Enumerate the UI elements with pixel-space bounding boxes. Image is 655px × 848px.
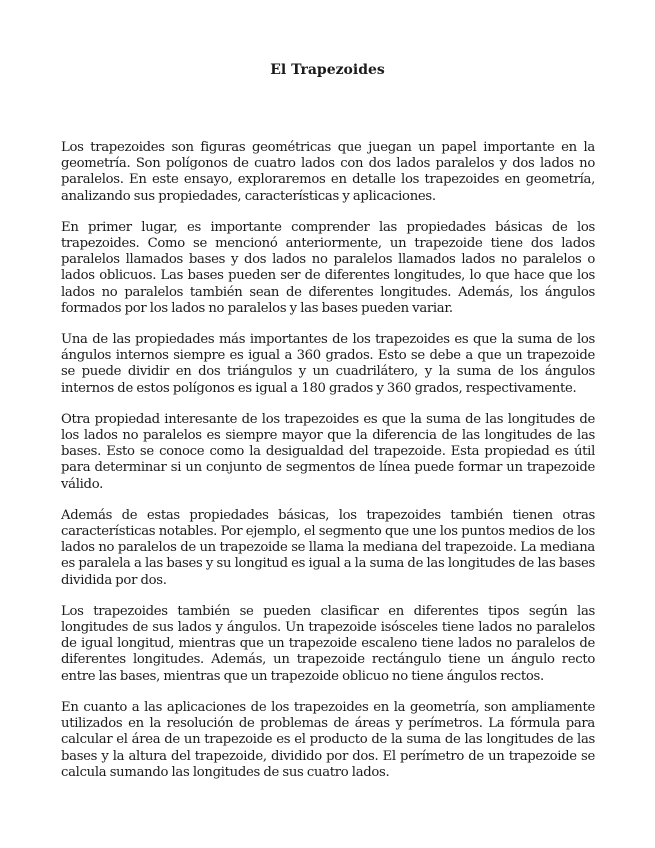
document-body: [61, 140, 595, 796]
paragraph-basic-properties: En primer lugar, es importante comprender las propiedades básicas de los trapezoides. Como se mencionó anteriormente, un trapezoide tiene dos lados paralelos llamados bases y dos lados no paralelos llamados lados no paralelos o lados oblicuos. Las bases pueden ser de diferentes longitudes, lo que hace que los lados no paralelos también sean de diferentes longitudes. Además, los ángulos formados por los lados no paralelos y las bases pueden variar.: [61, 219, 595, 316]
paragraph-trapezoid-inequality: Otra propiedad interesante de los trapezoides es que la suma de las longitudes de los lados no paralelos es siempre mayor que la diferencia de las longitudes de las bases. Esto se conoce como la desigualdad del trapezoide. Esta propiedad es útil para determinar si un conjunto de segmentos de línea puede formar un trapezoide válido.: [61, 411, 595, 492]
paragraph-median: Además de estas propiedades básicas, los trapezoides también tienen otras características notables. Por ejemplo, el segmento que une los puntos medios de los lados no paralelos de un trapezoide se llama la mediana del trapezoide. La mediana es paralela a las bases y su longitud es igual a la suma de las longitudes de las bases dividida por dos.: [61, 507, 595, 588]
paragraph-applications: En cuanto a las aplicaciones de los trapezoides en la geometría, son ampliamente utilizados en la resolución de problemas de áreas y perímetros. La fórmula para calcular el área de un trapezoide es el producto de la suma de las longitudes de las bases y la altura del trapezoide, dividido por dos. El perímetro de un trapezoide se calcula sumando las longitudes de sus cuatro lados.: [61, 699, 595, 780]
paragraph-intro: Los trapezoides son figuras geométricas que juegan un papel importante en la geometría. Son polígonos de cuatro lados con dos lados paralelos y dos lados no paralelos. En este ensayo, exploraremos en detalle los trapezoides en geometría, analizando sus propiedades, características y aplicaciones.: [61, 140, 595, 204]
paragraph-classification: Los trapezoides también se pueden clasificar en diferentes tipos según las longitudes de sus lados y ángulos. Un trapezoide isósceles tiene lados no paralelos de igual longitud, mientras que un trapezoide escaleno tiene lados no paralelos de diferentes longitudes. Además, un trapezoide rectángulo tiene un ángulo recto entre las bases, mientras que un trapezoide oblicuo no tiene ángulos rectos.: [61, 603, 595, 684]
paragraph-interior-angles: Una de las propiedades más importantes de los trapezoides es que la suma de los ángulos internos siempre es igual a 360 grados. Esto se debe a que un trapezoide se puede dividir en dos triángulos y un cuadrilátero, y la suma de los ángulos internos de estos polígonos es igual a 180 grados y 360 grados, respectivamente.: [61, 332, 595, 396]
page-title: El Trapezoides: [270, 62, 385, 78]
